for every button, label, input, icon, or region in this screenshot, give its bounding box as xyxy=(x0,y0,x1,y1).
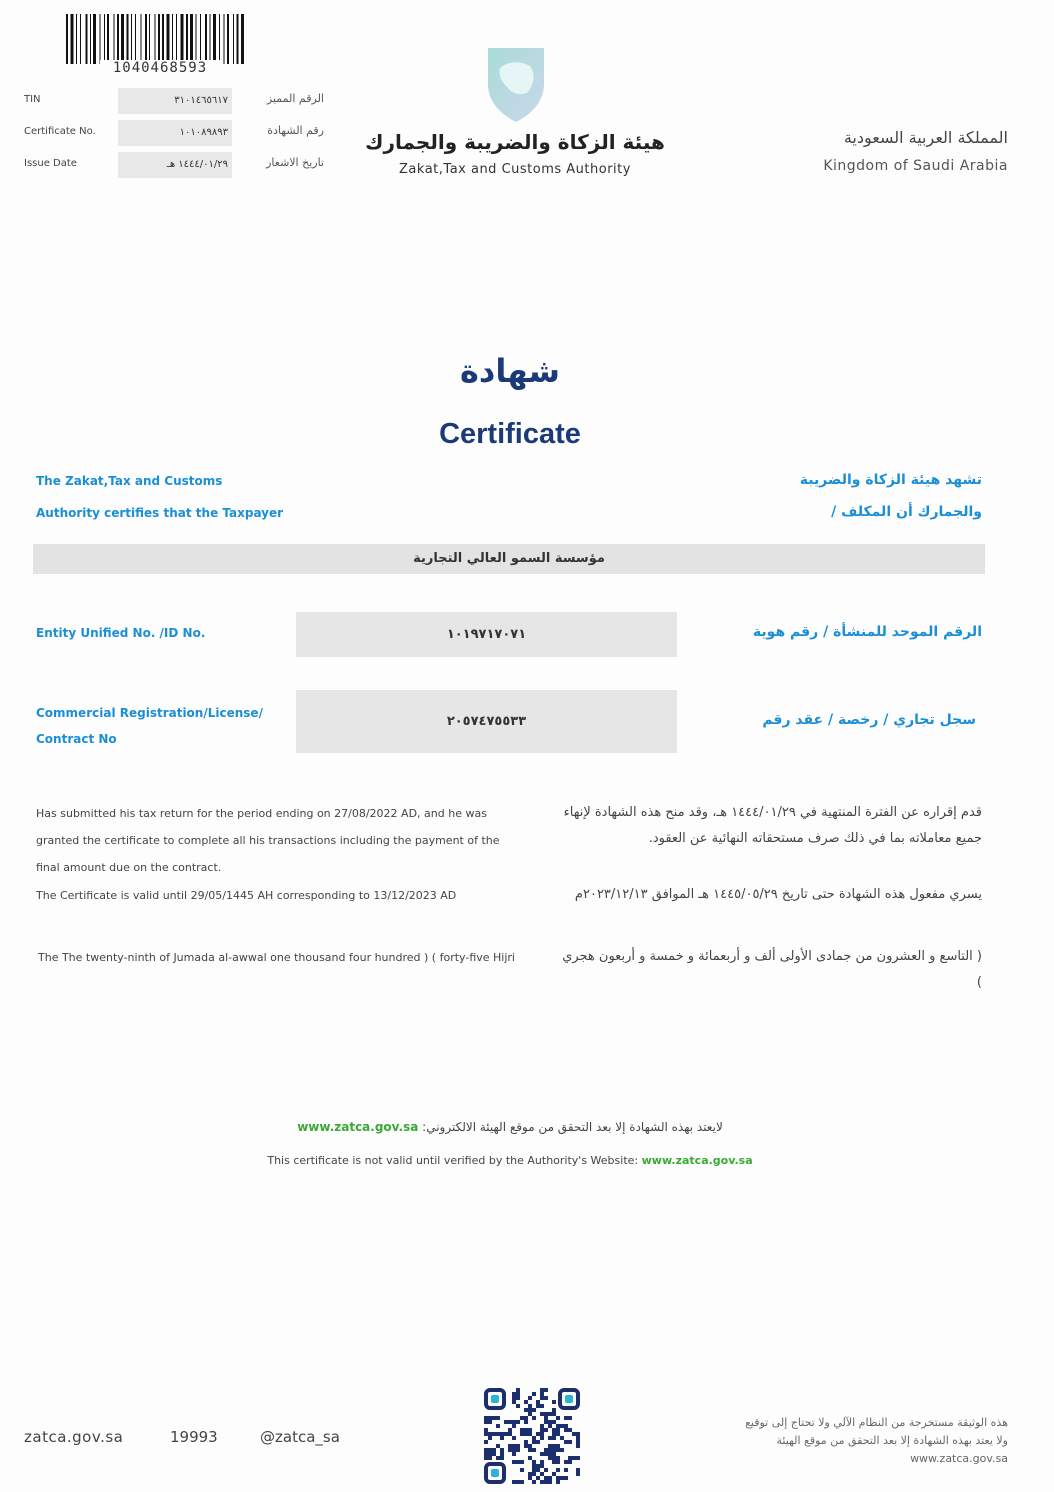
certifies-en-line2: Authority certifies that the Taxpayer xyxy=(36,506,284,520)
qr-cell xyxy=(564,1428,568,1432)
qr-cell xyxy=(512,1444,516,1448)
qr-cell xyxy=(484,1428,488,1432)
qr-cell xyxy=(532,1392,536,1396)
verify-url-ar[interactable]: www.zatca.gov.sa xyxy=(297,1120,419,1134)
qr-cell xyxy=(508,1448,512,1452)
issue-date-label-en: Issue Date xyxy=(24,158,77,169)
qr-cell xyxy=(532,1468,536,1472)
barcode-bar xyxy=(149,14,150,64)
qr-cell xyxy=(556,1468,560,1472)
barcode-bar xyxy=(181,14,184,64)
qr-cell xyxy=(488,1416,492,1420)
verify-note-en xyxy=(0,1154,1020,1167)
qr-cell xyxy=(484,1452,488,1456)
qr-cell xyxy=(512,1480,516,1484)
title-ar: شهادة xyxy=(460,352,560,390)
qr-cell xyxy=(552,1448,556,1452)
qr-cell xyxy=(516,1444,520,1448)
qr-cell xyxy=(560,1436,564,1440)
barcode-bar xyxy=(186,14,188,64)
qr-cell xyxy=(576,1468,580,1472)
commercial-label-en-line1: Commercial Registration/License/ xyxy=(36,706,263,720)
qr-cell xyxy=(532,1480,536,1484)
qr-cell xyxy=(544,1416,548,1420)
qr-cell xyxy=(536,1468,540,1472)
footer-note-ar-line1: هذه الوثيقة مستخرجة من النظام الآلي ولا تحتاج إلى توقيع xyxy=(745,1416,1008,1429)
barcode-bar xyxy=(233,14,234,64)
qr-cell xyxy=(528,1412,532,1416)
barcode-bar xyxy=(93,14,96,64)
qr-cell xyxy=(484,1440,488,1444)
barcode-bar xyxy=(210,14,211,64)
qr-cell xyxy=(548,1480,552,1484)
qr-cell xyxy=(508,1420,512,1424)
info-row-certificate-no xyxy=(24,120,334,148)
qr-cell xyxy=(532,1436,536,1440)
qr-cell xyxy=(552,1452,556,1456)
qr-cell xyxy=(500,1448,504,1452)
qr-cell xyxy=(524,1416,528,1420)
qr-cell xyxy=(552,1428,556,1432)
qr-cell xyxy=(520,1460,524,1464)
barcode-bar xyxy=(71,14,74,64)
qr-cell xyxy=(488,1448,492,1452)
qr-cell xyxy=(512,1436,516,1440)
qr-cell xyxy=(540,1480,544,1484)
qr-cell xyxy=(484,1448,488,1452)
qr-cell xyxy=(488,1432,492,1436)
qr-cell xyxy=(552,1444,556,1448)
qr-cell xyxy=(544,1428,548,1432)
qr-cell xyxy=(544,1388,548,1392)
qr-cell xyxy=(568,1460,572,1464)
barcode-bar xyxy=(196,14,197,64)
qr-cell xyxy=(528,1472,532,1476)
qr-cell xyxy=(552,1408,556,1412)
barcode-bar xyxy=(200,14,201,64)
qr-cell xyxy=(524,1440,528,1444)
barcode-bar xyxy=(145,14,147,64)
barcode-bar xyxy=(107,14,109,64)
barcode-bar xyxy=(80,14,81,64)
kingdom-name-ar: المملكة العربية السعودية xyxy=(843,128,1008,147)
certificate-no-label-ar: رقم الشهادة xyxy=(267,124,324,137)
qr-cell xyxy=(512,1424,516,1428)
barcode-bar xyxy=(167,14,170,64)
qr-cell xyxy=(552,1420,556,1424)
qr-cell xyxy=(544,1480,548,1484)
qr-code-icon xyxy=(482,1386,582,1486)
qr-cell xyxy=(556,1444,560,1448)
qr-cell xyxy=(508,1444,512,1448)
qr-cell xyxy=(516,1396,520,1400)
qr-cell xyxy=(572,1456,576,1460)
barcode-bar xyxy=(86,14,88,64)
qr-cell xyxy=(576,1440,580,1444)
qr-cell xyxy=(536,1432,540,1436)
qr-cell xyxy=(516,1392,520,1396)
authority-name-en: Zakat,Tax and Customs Authority xyxy=(399,162,631,177)
qr-cell xyxy=(540,1388,544,1392)
qr-cell xyxy=(552,1472,556,1476)
authority-name-ar: هيئة الزكاة والضريبة والجمارك xyxy=(365,130,665,154)
qr-cell xyxy=(540,1396,544,1400)
entity-label-ar: الرقم الموحد للمنشأة / رقم هوية xyxy=(752,624,982,640)
qr-cell xyxy=(564,1424,568,1428)
qr-cell xyxy=(540,1424,544,1428)
qr-cell xyxy=(568,1440,572,1444)
qr-cell xyxy=(528,1396,532,1400)
info-row-issue-date xyxy=(24,152,334,180)
certifies-ar-line2: والجمارك أن المكلف / xyxy=(831,504,982,520)
qr-cell xyxy=(484,1416,488,1420)
qr-cell xyxy=(520,1432,524,1436)
barcode-bar xyxy=(131,14,132,64)
qr-cell xyxy=(496,1456,500,1460)
qr-cell xyxy=(516,1480,520,1484)
qr-cell xyxy=(560,1448,564,1452)
qr-cell xyxy=(576,1472,580,1476)
qr-cell xyxy=(532,1448,536,1452)
qr-cell xyxy=(488,1456,492,1460)
barcode-bar xyxy=(190,14,193,64)
barcode-bar xyxy=(66,14,68,64)
qr-cell xyxy=(548,1476,552,1480)
qr-cell xyxy=(516,1388,520,1392)
qr-cell xyxy=(536,1400,540,1404)
qr-cell xyxy=(512,1392,516,1396)
footer-social-handle[interactable]: @zatca_sa xyxy=(260,1428,340,1446)
certifies-en-line1: The Zakat,Tax and Customs xyxy=(36,474,223,488)
qr-cell xyxy=(544,1452,548,1456)
qr-cell xyxy=(540,1436,544,1440)
qr-cell xyxy=(548,1448,552,1452)
qr-cell xyxy=(556,1480,560,1484)
qr-cell xyxy=(488,1452,492,1456)
qr-cell xyxy=(492,1416,496,1420)
qr-cell xyxy=(536,1404,540,1408)
qr-cell xyxy=(520,1416,524,1420)
barcode-bar xyxy=(213,14,216,64)
qr-cell xyxy=(576,1432,580,1436)
body-en-paragraph-3: The The twenty-ninth of Jumada al-awwal one thousand four hundred ) ( forty-five Hijri xyxy=(38,951,515,964)
footer-note-ar-line3: www.zatca.gov.sa xyxy=(910,1452,1008,1465)
qr-cell xyxy=(492,1452,496,1456)
verify-note-ar xyxy=(0,1120,1020,1134)
qr-cell xyxy=(572,1432,576,1436)
qr-cell xyxy=(560,1424,564,1428)
footer-note-ar-line2: ولا يعتد بهذه الشهادة إلا بعد التحقق من موقع الهيئة xyxy=(776,1434,1008,1447)
qr-cell xyxy=(556,1448,560,1452)
qr-cell xyxy=(568,1428,572,1432)
qr-cell xyxy=(520,1468,524,1472)
qr-cell xyxy=(512,1396,516,1400)
qr-cell xyxy=(524,1408,528,1412)
qr-cell xyxy=(524,1400,528,1404)
body-ar-paragraph-3: ( التاسع و العشرون من جمادى الأولى ألف و أربعمائة و خمسة و أربعون هجري ) xyxy=(562,949,982,990)
footer-website[interactable]: zatca.gov.sa xyxy=(24,1428,124,1446)
qr-cell xyxy=(552,1436,556,1440)
barcode-bar xyxy=(172,14,173,64)
qr-cell xyxy=(532,1460,536,1464)
qr-cell xyxy=(524,1428,528,1432)
barcode-bar xyxy=(237,14,239,64)
certificate-no-value: ١٠١٠٨٩٨٩٣ xyxy=(118,120,232,146)
qr-cell xyxy=(512,1400,516,1404)
qr-cell xyxy=(540,1472,544,1476)
footer-phone: 19993 xyxy=(170,1428,218,1446)
qr-cell xyxy=(500,1452,504,1456)
qr-cell xyxy=(500,1456,504,1460)
qr-cell xyxy=(568,1416,572,1420)
barcode-bar xyxy=(117,14,119,64)
qr-cell xyxy=(516,1420,520,1424)
qr-cell xyxy=(548,1436,552,1440)
qr-cell xyxy=(548,1452,552,1456)
qr-cell xyxy=(564,1440,568,1444)
barcode-bar xyxy=(127,14,129,64)
qr-cell xyxy=(548,1424,552,1428)
qr-cell xyxy=(544,1468,548,1472)
qr-cell xyxy=(520,1428,524,1432)
qr-cell xyxy=(528,1432,532,1436)
barcode-bar xyxy=(224,14,225,64)
qr-cell xyxy=(492,1448,496,1452)
qr-cell xyxy=(512,1420,516,1424)
qr-cell xyxy=(504,1432,508,1436)
qr-cell xyxy=(544,1412,548,1416)
barcode-bar xyxy=(104,14,105,64)
qr-cell xyxy=(548,1456,552,1460)
body-ar-paragraph-2: يسري مفعول هذه الشهادة حتى تاريخ ١٤٤٥/٠٥/٢٩ هـ الموافق ٢٠٢٣/١٢/١٣م xyxy=(574,887,982,902)
barcode-bar xyxy=(176,14,177,64)
qr-cell xyxy=(516,1404,520,1408)
qr-cell xyxy=(500,1436,504,1440)
issue-date-value: ١٤٤٤/٠١/٢٩ هـ xyxy=(118,152,232,178)
qr-cell xyxy=(512,1448,516,1452)
kingdom-name-en: Kingdom of Saudi Arabia xyxy=(823,158,1008,174)
body-en-paragraph-2: The Certificate is valid until 29/05/1445 AH corresponding to 13/12/2023 AD xyxy=(36,889,457,902)
verify-text-en: This certificate is not valid until verified by the Authority's Website: xyxy=(267,1154,639,1167)
qr-cell xyxy=(564,1468,568,1472)
qr-cell xyxy=(564,1416,568,1420)
qr-cell xyxy=(540,1452,544,1456)
qr-cell xyxy=(488,1420,492,1424)
qr-cell xyxy=(564,1460,568,1464)
barcode-bar xyxy=(155,14,156,64)
qr-cell xyxy=(496,1424,500,1428)
qr-cell xyxy=(552,1400,556,1404)
certificate-no-label-en: Certificate No. xyxy=(24,126,96,137)
barcode-bar xyxy=(76,14,77,64)
barcode-bar xyxy=(100,14,101,64)
qr-cell xyxy=(576,1456,580,1460)
qr-cell xyxy=(536,1476,540,1480)
body-ar-paragraph-1: قدم إقراره عن الفترة المنتهية في ١٤٤٤/٠١/٢٩ هـ، وقد منح هذه الشهادة لإنهاء جميع معاملاته بما في ذلك صرف مستحقاته النهائية عن العقود. xyxy=(563,805,982,846)
qr-cell xyxy=(524,1420,528,1424)
barcode-bar xyxy=(141,14,142,64)
qr-cell xyxy=(508,1428,512,1432)
qr-cell xyxy=(532,1416,536,1420)
qr-cell xyxy=(536,1440,540,1444)
verify-text-ar: لايعتد بهذه الشهادة إلا بعد التحقق من موقع الهيئة الالكتروني: xyxy=(422,1120,723,1134)
certifies-ar-line1: تشهد هيئة الزكاة والضريبة xyxy=(799,472,982,488)
taxpayer-name: مؤسسة السمو العالي التجارية xyxy=(33,544,985,574)
qr-cell xyxy=(484,1432,488,1436)
qr-cell xyxy=(532,1440,536,1444)
info-row-tin xyxy=(24,88,334,116)
qr-cell xyxy=(488,1436,492,1440)
tin-label-en: TIN xyxy=(24,94,41,105)
barcode-bar xyxy=(219,14,220,64)
qr-cell xyxy=(556,1424,560,1428)
commercial-label-ar: سجل تجاري / رخصة / عقد رقم xyxy=(762,712,976,728)
commercial-label-en xyxy=(36,700,263,752)
qr-cell xyxy=(512,1460,516,1464)
tin-label-ar: الرقم المميز xyxy=(266,92,324,105)
entity-label-en: Entity Unified No. /ID No. xyxy=(36,626,206,640)
barcode-bar xyxy=(90,14,91,64)
barcode-number: 1040468593 xyxy=(100,60,220,76)
qr-cell xyxy=(496,1416,500,1420)
qr-cell xyxy=(504,1420,508,1424)
issue-date-label-ar: تاريخ الاشعار xyxy=(266,156,324,169)
qr-cell xyxy=(556,1456,560,1460)
qr-cell xyxy=(524,1432,528,1436)
qr-cell xyxy=(544,1420,548,1424)
qr-cell xyxy=(540,1392,544,1396)
qr-cell xyxy=(552,1432,556,1436)
qr-cell xyxy=(532,1408,536,1412)
verify-url-en[interactable]: www.zatca.gov.sa xyxy=(641,1154,753,1167)
qr-cell xyxy=(512,1452,516,1456)
qr-cell xyxy=(548,1420,552,1424)
qr-cell xyxy=(492,1432,496,1436)
qr-cell xyxy=(556,1476,560,1480)
qr-cell xyxy=(556,1416,560,1420)
qr-cell xyxy=(540,1464,544,1468)
qr-cell xyxy=(528,1448,532,1452)
qr-cell xyxy=(544,1476,548,1480)
qr-cell xyxy=(528,1428,532,1432)
qr-cell xyxy=(496,1432,500,1436)
barcode-bar xyxy=(162,14,164,64)
qr-cell xyxy=(536,1464,540,1468)
qr-cell xyxy=(544,1448,548,1452)
qr-cell xyxy=(520,1480,524,1484)
qr-cell xyxy=(552,1460,556,1464)
barcode-bar xyxy=(205,14,207,64)
qr-cell xyxy=(552,1412,556,1416)
qr-cell xyxy=(508,1432,512,1436)
qr-cell xyxy=(540,1404,544,1408)
qr-cell xyxy=(516,1460,520,1464)
commercial-value: ٢٠٥٧٤٧٥٥٣٣ xyxy=(296,690,677,753)
qr-cell xyxy=(552,1456,556,1460)
barcode-bar xyxy=(241,14,244,64)
barcode-bar xyxy=(227,14,229,64)
barcode-bar xyxy=(158,14,160,64)
qr-cell xyxy=(484,1420,488,1424)
qr-cell xyxy=(528,1456,532,1460)
qr-cell xyxy=(528,1476,532,1480)
qr-cell xyxy=(532,1472,536,1476)
qr-cell xyxy=(548,1412,552,1416)
qr-cell xyxy=(524,1444,528,1448)
qr-cell xyxy=(576,1444,580,1448)
qr-cell xyxy=(560,1476,564,1480)
qr-cell xyxy=(548,1444,552,1448)
qr-cell xyxy=(540,1412,544,1416)
qr-cell xyxy=(496,1444,500,1448)
qr-cell xyxy=(484,1456,488,1460)
qr-cell xyxy=(556,1428,560,1432)
qr-cell xyxy=(576,1436,580,1440)
qr-cell xyxy=(540,1428,544,1432)
qr-cell xyxy=(568,1456,572,1460)
barcode-bar xyxy=(135,14,136,64)
qr-cell xyxy=(556,1432,560,1436)
qr-cell xyxy=(500,1432,504,1436)
qr-cell xyxy=(528,1444,532,1448)
barcode-bar xyxy=(121,14,124,64)
qr-cell xyxy=(544,1396,548,1400)
qr-cell xyxy=(556,1460,560,1464)
footer-note-ar xyxy=(628,1414,1008,1468)
title-en: Certificate xyxy=(439,418,581,450)
tin-value: ٣١٠١٤٦٥٦١٧ xyxy=(118,88,232,114)
qr-cell xyxy=(540,1460,544,1464)
qr-cell xyxy=(528,1408,532,1412)
qr-cell xyxy=(516,1448,520,1452)
barcode-bar xyxy=(114,14,115,64)
commercial-label-en-line2: Contract No xyxy=(36,732,117,746)
qr-cell xyxy=(528,1404,532,1408)
qr-cell xyxy=(532,1464,536,1468)
qr-cell xyxy=(564,1476,568,1480)
entity-value: ١٠١٩٧١٧٠٧١ xyxy=(296,612,677,657)
body-en-paragraph-1: Has submitted his tax return for the period ending on 27/08/2022 AD, and he was granted the certificate to complete all his transactions including the payment of the final amount due on the contract. xyxy=(36,807,500,874)
qr-cell xyxy=(540,1432,544,1436)
zatca-logo-icon xyxy=(482,44,550,124)
